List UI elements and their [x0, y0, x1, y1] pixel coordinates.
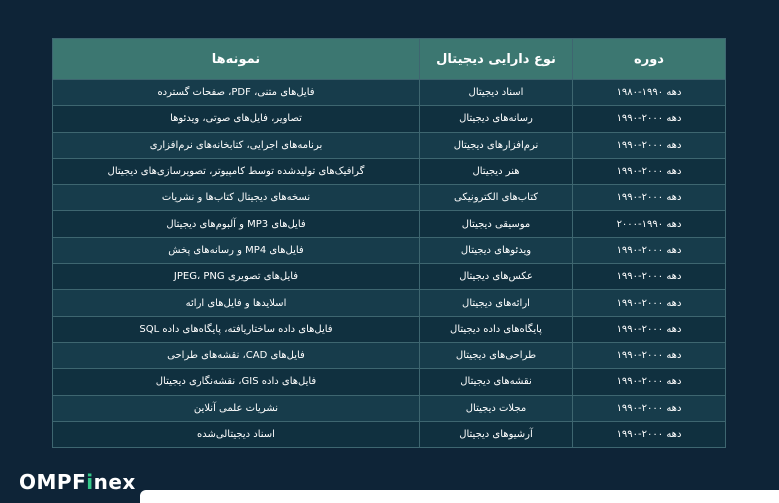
cell-period: دهه ۲۰۰۰-۱۹۹۰: [573, 132, 726, 158]
cell-period: دهه ۱۹۹۰-۲۰۰۰: [573, 211, 726, 237]
table-row: [53, 80, 726, 106]
header-period: دوره: [573, 39, 726, 80]
cell-examples: فایل‌های داده ساختاریافته، پایگاه‌های داده SQL: [53, 316, 420, 342]
digital-assets-table-container: [52, 38, 726, 448]
cell-type: عکس‌های دیجیتال: [420, 264, 573, 290]
cell-examples: نشریات علمی آنلاین: [53, 395, 420, 421]
cell-period: دهه ۲۰۰۰-۱۹۹۰: [573, 237, 726, 263]
cell-examples: نسخه‌های دیجیتال کتاب‌ها و نشریات: [53, 185, 420, 211]
cell-examples: تصاویر، فایل‌های صوتی، ویدئوها: [53, 106, 420, 132]
table-row: [53, 395, 726, 421]
cell-type: آرشیوهای دیجیتال: [420, 421, 573, 447]
table-row: [53, 342, 726, 368]
cell-examples: فایل‌های متنی، PDF، صفحات گسترده: [53, 80, 420, 106]
cell-period: دهه ۲۰۰۰-۱۹۹۰: [573, 264, 726, 290]
cell-type: مجلات دیجیتال: [420, 395, 573, 421]
cell-type: ویدئوهای دیجیتال: [420, 237, 573, 263]
cell-period: دهه ۲۰۰۰-۱۹۹۰: [573, 106, 726, 132]
table-row: [53, 264, 726, 290]
header-examples: نمونه‌ها: [53, 39, 420, 80]
cell-type: طراحی‌های دیجیتال: [420, 342, 573, 368]
cell-type: ارائه‌های دیجیتال: [420, 290, 573, 316]
cell-period: دهه ۲۰۰۰-۱۹۹۰: [573, 369, 726, 395]
cell-type: نقشه‌های دیجیتال: [420, 369, 573, 395]
digital-assets-table: [52, 38, 726, 448]
cell-period: دهه ۲۰۰۰-۱۹۹۰: [573, 421, 726, 447]
table-row: [53, 421, 726, 447]
cell-period: دهه ۱۹۹۰-۱۹۸۰: [573, 80, 726, 106]
ompfinex-logo: [19, 470, 136, 494]
table-row: [53, 237, 726, 263]
table-row: [53, 316, 726, 342]
cell-examples: فایل‌های MP3 و آلبوم‌های دیجیتال: [53, 211, 420, 237]
cell-period: دهه ۲۰۰۰-۱۹۹۰: [573, 158, 726, 184]
cell-examples: گرافیک‌های تولیدشده توسط کامپیوتر، تصویرسازی‌های دیجیتال: [53, 158, 420, 184]
cell-type: موسیقی دیجیتال: [420, 211, 573, 237]
cell-examples: فایل‌های تصویری JPEG، PNG: [53, 264, 420, 290]
cell-type: اسناد دیجیتال: [420, 80, 573, 106]
cell-examples: فایل‌های MP4 و رسانه‌های پخش: [53, 237, 420, 263]
table-header-row: [53, 39, 726, 80]
cell-type: کتاب‌های الکترونیکی: [420, 185, 573, 211]
cell-type: رسانه‌های دیجیتال: [420, 106, 573, 132]
cell-type: هنر دیجیتال: [420, 158, 573, 184]
cell-type: پایگاه‌های داده دیجیتال: [420, 316, 573, 342]
cell-period: دهه ۲۰۰۰-۱۹۹۰: [573, 290, 726, 316]
bottom-white-strip: [140, 490, 779, 503]
cell-period: دهه ۲۰۰۰-۱۹۹۰: [573, 316, 726, 342]
table-row: [53, 369, 726, 395]
table-body: [53, 80, 726, 448]
cell-period: دهه ۲۰۰۰-۱۹۹۰: [573, 185, 726, 211]
table-row: [53, 132, 726, 158]
table-row: [53, 185, 726, 211]
table-row: [53, 211, 726, 237]
cell-period: دهه ۲۰۰۰-۱۹۹۰: [573, 395, 726, 421]
logo-accent: i: [86, 470, 94, 494]
table-row: [53, 158, 726, 184]
cell-examples: اسلایدها و فایل‌های ارائه: [53, 290, 420, 316]
cell-period: دهه ۲۰۰۰-۱۹۹۰: [573, 342, 726, 368]
table-row: [53, 106, 726, 132]
logo-suffix: nex: [93, 470, 136, 494]
header-type: نوع دارایی دیجیتال: [420, 39, 573, 80]
cell-examples: اسناد دیجیتالی‌شده: [53, 421, 420, 447]
cell-type: نرم‌افزارهای دیجیتال: [420, 132, 573, 158]
logo-prefix: OMPF: [19, 470, 87, 494]
table-row: [53, 290, 726, 316]
cell-examples: فایل‌های CAD، نقشه‌های طراحی: [53, 342, 420, 368]
cell-examples: برنامه‌های اجرایی، کتابخانه‌های نرم‌افزاری: [53, 132, 420, 158]
cell-examples: فایل‌های داده GIS، نقشه‌نگاری دیجیتال: [53, 369, 420, 395]
